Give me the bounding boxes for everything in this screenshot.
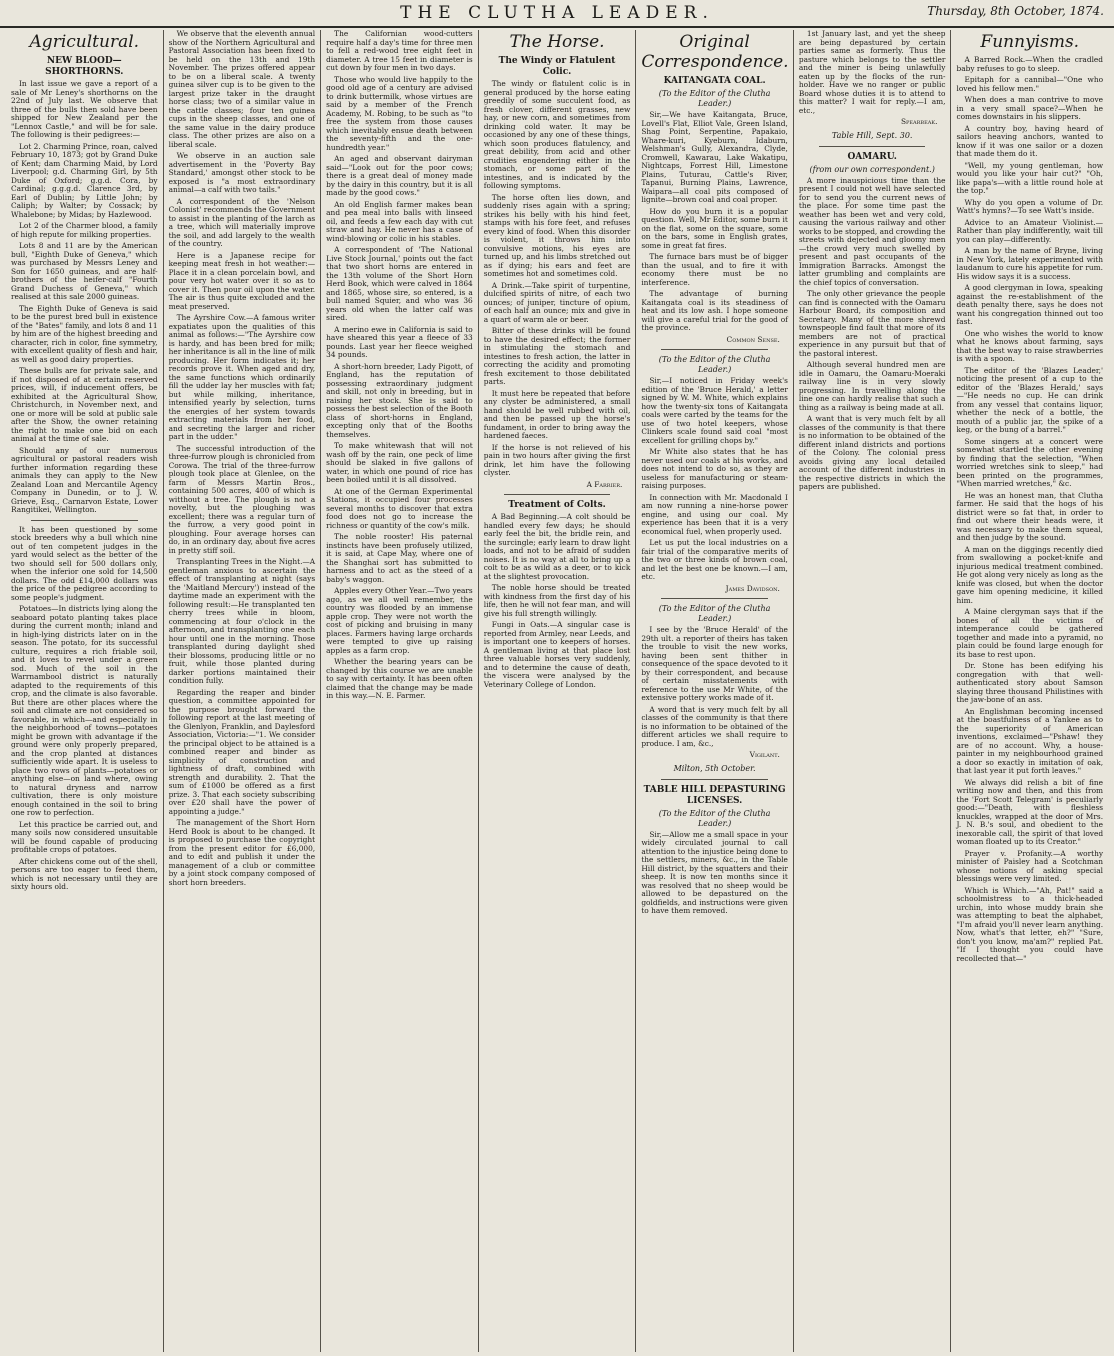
paragraph: A word that is very much felt by all classes of the community is that there is no information to be obtained of the different articles we shall require to produce. I am, &c.,: [641, 704, 788, 748]
paragraph: Some singers at a concert were somewhat startled the other evening by finding that the selection, "When worried wretches sink to sleep," had been printed on the programmes, "When married wretches," &c.: [956, 436, 1104, 488]
article-title: Treatment of Colts.: [508, 500, 606, 510]
paragraph: Dr. Stone has been edifying his congregation with that well-authenticated story about Samson slaying three thousand Philistines with the jaw-bone of an ass.: [956, 661, 1104, 704]
addressee: (To the Editor of the Clutha Leader.): [658, 355, 771, 374]
dateline: Table Hill, Sept. 30.: [831, 130, 913, 140]
paragraph-list: [799, 177, 946, 492]
paragraph: Epitaph for a cannibal—"One who loved his fellow men.": [956, 75, 1104, 93]
paragraph-list: [169, 30, 316, 887]
paragraph: A Maine clergyman says that if the bones of all the victims of intemperance could be gathered together and made into a pyramid, no plain could be found large enough for its base to rest upon.: [956, 607, 1104, 659]
columns: [6, 30, 1108, 1352]
article-title: KAITANGATA COAL.: [663, 76, 766, 86]
paragraph-list: [641, 831, 788, 916]
paragraph: The successful introduction of the three-furrow plough is chronicled from Corowa. The trial of the three-furrow plough took place at Glenlee, on the farm of Messrs Martin Bros., containing 500 acres, 400 of which is witthout a tree. The plough is not a novelty, but the ploughing was excellent; there was a regular turn of the furrow, a very good point in ploughing. Four average horses can do, in an ordinary day, about five acres in pretty stiff soil.: [168, 443, 316, 555]
paragraph: Bitter of these drinks will be found to have the desired effect; the former in stimulating the stomach and intestines to fresh action, the latter in correcting the acidity and promoting fresh excitement to those debilitated parts.: [483, 326, 631, 386]
paragraph: It has been questioned by some stock breeders why a bull which nine out of ten competent judges in the yard would select as the better of the two should sell for 500 dollars only, when the inferior one sold for 14,500 dollars. The odd £14,000 dollars was the price of the pedigree according to some people's judgment.: [11, 524, 158, 602]
paragraph-list: [641, 626, 788, 748]
column-correspondence: [635, 30, 793, 1352]
paragraph: Apples every Other Year.—Two years ago, as we all well remember, the country was flooded by an immense apple crop. They were not worth the cost of picking and bruising in many places. Farmers having large orchards were tempted to give up raising apples as a farm crop.: [326, 586, 473, 655]
paragraph-list: [641, 111, 788, 333]
addressee: (To the Editor of the Clutha Leader.): [658, 808, 771, 828]
divider: [819, 146, 926, 147]
divider: [504, 494, 611, 495]
paragraph: To make whitewash that will not wash off by the rain, one peck of lime should be slaked in five gallons of water, in which one pound of rice has been boiled until it is all dissolved.: [326, 441, 473, 484]
paragraph: "Well, my young gentleman, how would you like your hair cut?" "Oh, like papa's—with a little round hole at the top.": [956, 160, 1104, 195]
column-agricultural: [6, 30, 163, 1352]
divider: [661, 598, 768, 599]
paragraph: A want that is very much felt by all classes of the community is that there is no information to be obtained of the different inland districts and portions of the Colony. The colonial press avoids giving any local detailed account of the different industries in the respective districts in which the papers are published.: [798, 414, 946, 491]
column-the-horse: [478, 30, 636, 1352]
paragraph: Lot 2. Charming Prince, roan, calved February 10, 1873; got by Grand Duke of Kent; dam Charming Maid, by Lord Liverpool; g.d. Charming Girl, by 5th Duke of Oxford; g.g.d. Cora, by Cardinal; g.g.g.d. Clarence 3rd, by Earl of Dublin; by Little John; by Caliph; by Walter; by Cossack; by Whalebone; by Midas; by Hazlewood.: [11, 141, 158, 219]
paragraph: We observe that the eleventh annual show of the Northern Agricultural and Pastoral Association has been fixed to be held on the 13th and 19th November. The prizes offered appear to be on a liberal scale. A twenty guinea silver cup is to be given to the largest prize taker in the draught horse class; two of a similar value in the cattle classes; four ten guinea cups in the sheep classes, and one of the same value in the dairy produce class. The other prizes are also on a liberal scale.: [168, 30, 316, 149]
paragraph: The noble rooster! His paternal instincts have been profusely utilized, it is said, at Cape May, where one of the Shanghai sort has submitted to harness and to act as the steed of a baby's waggon.: [326, 532, 473, 584]
paragraph: Regarding the reaper and binder question, a committee appointed for the purpose brought forward the following report at the last meeting of the Glenlyon, Franklin, and Daylesford Association, Victoria:—"1. We consider the principal object to be attained is a combined reaper and binder as simplicity of construction and lightness of draft, combined with strength and durability. 2. That the sum of £1000 be offered as a first prize. 3. That each society subscribing over £20 shall have the power of appointing a judge.": [168, 687, 316, 816]
article-title: The Windy or Flatulent Colic.: [498, 56, 616, 77]
paragraph: Prayer v. Profanity.—A worthy minister of Paisley had a Scotchman whose notions of asking special blessings were very limited.: [956, 848, 1104, 883]
paragraph: Lots 8 and 11 are by the American bull, "Eighth Duke of Geneva," which was purchased by Messrs Leney and Son for 1650 guineas, and are half-brothers of the heifer-calf "Fourth Grand Duchess of Geneva," which realised at this sale 2000 guineas.: [11, 241, 158, 301]
paragraph: An old English farmer makes bean and pea meal into balls with linseed oil, and feeds a few each day with cut straw and hay. He never has a case of wind-blowing or colic in his stables.: [326, 199, 473, 243]
paragraph: A correspondent of 'The National Live Stock Journal,' points out the fact that two short horns are entered in the 13th volume of the Short Horn Herd Book, which were calved in 1864 and 1865, whose sire, so entered, is a bull named Squier, and who was 36 years old when the latter calf was sired.: [326, 245, 473, 322]
paragraph: The only other grievance the people can find is connected with the Oamaru Harbour Board, its composition and Secretary. Many of the more shrewd townspeople find fault that more of its members are not of practical experience in any pursuit but that of the pastoral interest.: [798, 289, 946, 358]
paragraph: At one of the German Experimental Stations, it occupied four processes several months to discover that extra food does not go to increase the richness or quantity of the cow's milk.: [326, 486, 473, 530]
paragraph: An Englishman becoming incensed at the boastfulness of a Yankee as to the superiority of American inventions, exclaimed—"Pshaw! they are of no account. Why, a house-painter in my neighbourhood grained a door so exactly in imitation of oak, that last year it put forth leaves.": [956, 706, 1104, 775]
section-heading: Funnyisms.: [980, 32, 1080, 52]
section-heading: Agricultural.: [29, 32, 140, 52]
paragraph: These bulls are for private sale, and if not disposed of at certain reserved prices, will, if inducement offers, be exhibited at the Agricultural Show, Christchurch, in November next, and one or more will be sold at public sale after the Show, the owner retaining the right to make one bid on each animal at the time of sale.: [11, 366, 158, 443]
masthead-title: THE CLUTHA LEADER.: [400, 3, 714, 23]
masthead-date: Thursday, 8th October, 1874.: [927, 4, 1104, 18]
paragraph: A Barred Rock.—When the cradled baby refuses to go to sleep.: [956, 55, 1104, 73]
paragraph-list: [11, 80, 158, 515]
column-oamaru: [793, 30, 951, 1352]
paragraph: Let us put the local industries on a fair trial of the comparative merits of the two or three kinds of brown coal, and let the best one be known.—I am, etc.: [641, 538, 788, 581]
article-title: TABLE HILL DEPASTURING LICENSES.: [643, 784, 786, 806]
paragraph: The advantage of burning Kaitangata coal is its steadiness of heat and its low ash. I hope someone will give a careful trial for the good of the province.: [641, 289, 788, 332]
paragraph: A more inauspicious time than the present I could not well have selected for to send you the current news of the place. For some time past the weather has been wet and very cold, causing the various railway and other works to be stopped, and crowding the streets with dejected and gloomy men—the crowd very much swelled by present and past occupants of the Immigration Barracks. Amongst the latter grumbling and complaints are the chief topics of conversation.: [798, 175, 946, 287]
paragraph-list: [11, 526, 158, 892]
article-title: NEW BLOOD—SHORTHORNS.: [45, 56, 124, 77]
paragraph: We always did relish a bit of fine writing now and then, and this from the 'Fort Scott Telegram' is peculiarly good:—"Death, with fleshless knuckles, wrapped at the door of Mrs. J. N. B.'s soul, and obedient to the inexorable call, the spirit of that loved woman floated up to its Creator.": [956, 777, 1104, 846]
paragraph: Should any of our numerous agricultural or pastoral readers wish further information regarding these animals they can apply to the New Zealand Loan and Mercantile Agency Company in Dunedin, or to J. W. Grieve, Esq., Carnarvon Estate, Lower Rangitikei, Wellington.: [11, 445, 158, 514]
signature: A Farrier.: [586, 479, 623, 489]
divider: [661, 779, 768, 780]
article-title: OAMARU.: [847, 151, 897, 162]
addressee: (To the Editor of the Clutha Leader.): [658, 89, 771, 108]
paragraph: When does a man contrive to move in a very small space?—When he comes downstairs in his slippers.: [956, 95, 1104, 121]
paragraph: I see by the 'Bruce Herald' of the 29th ult. a reporter of theirs has taken the trouble to visit the new works, having been sent thither in consequence of the space devoted to it by their correspondent, and because of certain misstatements with reference to the use Mr White, of the extensive pottery works made of it.: [641, 625, 788, 702]
paragraph: A short-horn breeder, Lady Pigott, of England, has the reputation of possessing extraordinary judgment and skill, not only in breeding, but in raising her stock. She is said to possess the best selection of the Booth class of short-horns in England, excepting only that of the Booths themselves.: [326, 361, 473, 439]
paragraph-list: [326, 30, 473, 701]
paragraph: Potatoes—In districts lying along the seaboard potato planting takes place during the current month; inland and in high-lying districts later on in the season. The potato, for its successful culture, requires a rich friable soil, and it loves to revel under a green sod. Much of the soil in the Warrnambool district is naturally adapted to the requirements of this crop, and the climate is also favorable. But there are other places where the soil and climate are not considered so favorable, in which—and especially in the neighborhood of towns—potatoes might be grown with advantage if the ground were only properly prepared, and the crop planted at distances sufficiently wide apart. It is useless to place two rows of plants—potatoes or anything else—on land where, owing to natural dryness and narrow cultivation, there is only moisture enough contained in the soil to bring one row to perfection.: [11, 604, 158, 817]
paragraph: A correspondent of the 'Nelson Colonist' recommends the Government to assist in the planting of the larch as a tree, which will materially improve the soil, and add largely to the wealth of the country.: [168, 196, 316, 248]
paragraph-list: [484, 80, 631, 478]
paragraph: Here is a Japanese recipe for keeping meat fresh in hot weather:—Place it in a clean porcelain bowl, and pour very hot water over it so as to cover it. Then pour oil upon the water. The air is thus quite excluded and the meat preserved.: [168, 250, 316, 311]
paragraph: A country boy, having heard of sailors heaving anchors, wanted to know if it was one sailor or a dozen that made them do it.: [956, 123, 1104, 158]
paragraph: An aged and observant dairyman said—"Look out for the poor cows; there is a great deal of money made by the dairy in this country, but it is all made by the good cows.": [326, 154, 473, 197]
paragraph: In connection with Mr. Macdonald I am now running a nine-horse power engine, and using our coal. My experience has been that it is a very economical fuel, when properly used.: [641, 492, 788, 536]
paragraph: Which is Which.—"Ah, Pat!" said a schoolmistress to a thick-headed urchin, into whose muddy brain she was attempting to beat the alphabet, "I'm afraid you'll never learn anything. Now, what's that letter, eh?" "Sure, don't you know, ma'am?" replied Pat. "If I thought you could have recollected that—": [956, 885, 1104, 963]
paragraph-list: [799, 30, 946, 115]
paragraph: A merino ewe in California is said to have sheared this year a fleece of 33 pounds. Last year her fleece weighed 34 pounds.: [326, 324, 473, 359]
paragraph: The noble horse should be treated with kindness from the first day of his life, then he will not fear man, and will give his full strength willingly.: [483, 583, 631, 618]
paragraph: The editor of the 'Blazes Leader,' noticing the present of a cup to the editor of the 'Blazes Herald,' says—"He needs no cup. He can drink from any vessel that contains liquor, whether the neck of a bottle, the mouth of a public jar, the spike of a keg, or the bung of a barrel.": [956, 365, 1104, 434]
paragraph: Sir,—I noticed in Friday week's edition of the 'Bruce Herald,' a letter signed by W. M. White, which explains how the twenty-six tons of Kaitangata coals were carted by the teams for the use of two hotel keepers, whose Clinkers scale found said coal "most excellent for grilling chops by.": [641, 376, 788, 445]
paragraph: The Eighth Duke of Geneva is said to be the purest bred bull in existence of the "Bates" family, and lots 8 and 11 by him are of the highest breeding and character, rich in color, fine symmetry, with excellent quality of flesh and hair, as well as good dairy properties.: [11, 303, 158, 364]
column-funnyisms: [950, 30, 1108, 1352]
paragraph: Why do you open a volume of Dr. Watt's hymns?—To see Watt's inside.: [956, 197, 1104, 215]
paragraph: How do you burn it is a popular question. Well, Mr Editor, some burn it on the flat, some on the square, some on the bars, some in English grates, some in great fat fires.: [641, 206, 788, 250]
paragraph: One who wishes the world to know what he knows about farming, says that the best way to raise strawberries is with a spoon.: [956, 328, 1104, 363]
paragraph: The furnace bars must be of bigger than the usual, and to fire it with economy there must be no interference.: [641, 252, 788, 287]
paragraph: Lot 2 of the Charmer blood, a family of high repute for milking properties.: [11, 221, 158, 239]
paragraph: 1st January last, and yet the sheep are being depastured by certain parties same as formerly. Thus the pasture which belongs to the settler and the miner is being unlawfully eaten up by the flocks of the run-holder. Have we no ranger or public Board whose duties it is to attend to this matter? I wait for reply.—I am, etc.,: [798, 30, 946, 115]
paragraph: Fungi in Oats.—A singular case is reported from Armley, near Leeds, and is important one to keepers of horses. A gentleman living at that place lost three valuable horses very suddenly, and to determine the cause of death, the viscera were analysed by the Veterinary College of London.: [483, 620, 631, 689]
masthead: [0, 0, 1114, 28]
paragraph-list: [641, 377, 788, 582]
paragraph: He was an honest man, that Clutha farmer. He said that the hogs of his district were so fat that, in order to find out where their heads were, it was necessary to make them squeal, and then judge by the sound.: [956, 490, 1104, 542]
paragraph: Sir,—We have Kaitangata, Bruce, Lovell's Flat, Elliot Vale, Green Island, Shag Point, Serpentine, Papakaio, Whare-kuri, Kyeburn, Idaburn, Welshman's Gully, Alexandra, Clyde, Cromwell, Kawarau, Lake Wakatipu, Nightcaps, Forrest Hill, Limestone Plains, Tuturau, Cattle's River, Tapanui, Burning Plains, Lawrence, Waipara—all coal pits composed of lignite—brown coal and coal proper.: [641, 110, 788, 204]
paragraph-list: [484, 513, 631, 689]
byline: (from our own correspondent.): [809, 164, 935, 174]
paragraph: A man on the diggings recently died from swallowing a pocket-knife and injurious medical treatment combined. He got along very nicely as long as the knife was closed, but when the doctor gave him opening medicine, it killed him.: [956, 544, 1104, 605]
paragraph: Those who would live happily to the good old age of a century are advised to drink buttermilk, whose virtues are said by a member of the French Academy, M. Robing, to be such as "to free the system from those causes which inevitably ensue death between the seventy-fifth and the one-hundredth year.": [326, 74, 473, 152]
section-heading: The Horse.: [509, 32, 605, 52]
dateline: Milton, 5th October.: [673, 763, 756, 773]
signature: James Davidson.: [725, 583, 780, 593]
divider: [661, 349, 768, 350]
paragraph: After chickens come out of the shell, persons are too eager to feed them, which is not necessary until they are sixty hours old.: [11, 856, 158, 891]
paragraph-list: [956, 56, 1103, 963]
paragraph: Advice to an Amateur Violinist.—Rather than play indifferently, wait till you can play—differently.: [956, 217, 1104, 244]
addressee: (To the Editor of the Clutha Leader.): [658, 604, 771, 623]
paragraph: Although several hundred men are idle in Oamaru, the Oamaru-Moeraki railway line is in very slowly progressing. In travelling along the line one can hardly realise that such a thing as a railway is being made at all.: [798, 360, 946, 412]
paragraph: Mr White also states that he has never used our coals at his works, and does not intend to do so, as they are useless for manufacturing or steam-raising purposes.: [641, 447, 788, 490]
paragraph: The Ayrshire Cow.—A famous writer expatiates upon the qualities of this animal as follows:—"The Ayrshire cow is hardy, and has been bred for milk; her inheritance is all in the line of milk producing. Her form indicates it; her records prove it. When aged and dry, the same functions which ordinarily fill the udder lay her muscles with fat; but while milking, inheritance, intensified yearly by selection, turns the energies of her system towards extracting materials from her food, and secreting the larger and richer part in the udder.": [168, 313, 316, 441]
paragraph: The horse often lies down, and suddenly rises again with a spring; strikes his belly with his hind feet, stamps with his fore feet, and refuses every kind of food. When this disorder is violent, it throws him into convulsive motions, his eyes are turned up, and his limbs stretched out as if dying; his ears and feet are sometimes hot and sometimes cold.: [483, 192, 631, 278]
paragraph: A Drink.—Take spirit of turpentine, dulcified spirits of nitre, of each two ounces; of juniper, tincture of opium, of each half an ounce; mix and give in a quart of warm ale or beer.: [483, 280, 631, 324]
paragraph: It must here be repeated that before any clyster be administered, a small hand should be well rubbed with oil, and then be passed up the horse's fundament, in order to bring away the hardened faeces.: [483, 388, 631, 440]
paragraph: Transplanting Trees in the Night.—A gentleman anxious to ascertain the effect of transplanting at night (says the 'Maitland Mercury') instead of the daytime made an experiment with the following result:—He transplanted ten cherry trees while in bloom, commencing at four o'clock in the afternoon, and transplanting one each hour until one in the morning. Those transplanted during daylight shed their blossoms, producing little or no fruit, while those planted during darker portions maintained their condition fully.: [168, 557, 316, 685]
signature: Spearbeak.: [900, 117, 938, 126]
paragraph: Whether the bearing years can be changed by this course we are unable to say with certainty. It has been often claimed that the change may be made in this way.—N. E. Farmer.: [326, 657, 473, 700]
signature: Common Sense.: [726, 334, 780, 344]
column-agricultural-cont-2: [320, 30, 478, 1352]
paragraph: A Bad Beginning.—A colt should be handled every few days; he should early feel the bit, the bridle rein, and the surcingle; early learn to draw light loads, and not to be afraid of sudden noises. It is no way at all to bring up a colt to be as wild as a deer, or to kick at the slightest provocation.: [483, 512, 631, 581]
divider: [31, 520, 138, 521]
paragraph: We observe in an auction sale advertisement in the 'Poverty Bay Standard,' amongst other stock to be exposed is "a most extraordinary animal—a calf with two tails.": [168, 151, 316, 194]
paragraph: Sir,—Allow me a small space in your widely circulated journal to call attention to the injustice being done to the settlers, miners, &c., in the Table Hill district, by the squatters and their sheep. It is now ten months since it was resolved that no sheep would be allowed to be depastured on the goldfields, and instructions were given to have them removed.: [641, 829, 788, 915]
column-agricultural-cont: [163, 30, 321, 1352]
paragraph: A man by the name of Bryne, living in New York, lately experimented with laudanum to cure his appetite for rum. His widow says it is a success.: [956, 246, 1104, 281]
signature: Vigilant.: [749, 750, 780, 759]
paragraph: Let this practice be carried out, and many soils now considered unsuitable will be found capable of producing profitable crops of potatoes.: [11, 819, 158, 854]
paragraph: The Californian wood-cutters require half a day's time for three men to fell a red-wood tree eight feet in diameter. A tree 15 feet in diameter is cut down by four men in two days.: [326, 30, 473, 72]
paragraph: If the horse is not relieved of his pain in two hours after giving the first drink, let him have the following clyster.: [483, 442, 631, 477]
paragraph: In last issue we gave a report of a sale of Mr Leney's shorthorns on the 22nd of July last. We observe that three of the bulls then sold have been shipped for New Zealand per the "Lennox Castle," and will be for sale. The following is their pedigrees:—: [11, 79, 158, 139]
paragraph: The management of the Short Horn Herd Book is about to be changed. It is proposed to purchase the copyright from the present editor for £6,000, and to edit and publish it under the management of a club or committee by a joint stock company composed of short horn breeders.: [168, 818, 316, 887]
section-heading: Original Correspondence.: [641, 32, 789, 72]
paragraph: The windy or flatulent colic is in general produced by the horse eating greedily of some succulent food, as fresh clover, different grasses, new hay, or new corn, and sometimes from drinking cold water. It may be occasioned by any one of these things, which soon produces flatulency, and great debility, from acid and other crudities engendering either in the stomach, or some part of the intestines, and is indicated by the following symptoms.: [483, 79, 631, 190]
paragraph: A good clergyman in Iowa, speaking against the re-establishment of the death penalty there, says he does not want his congregation thinned out too fast.: [956, 283, 1104, 326]
